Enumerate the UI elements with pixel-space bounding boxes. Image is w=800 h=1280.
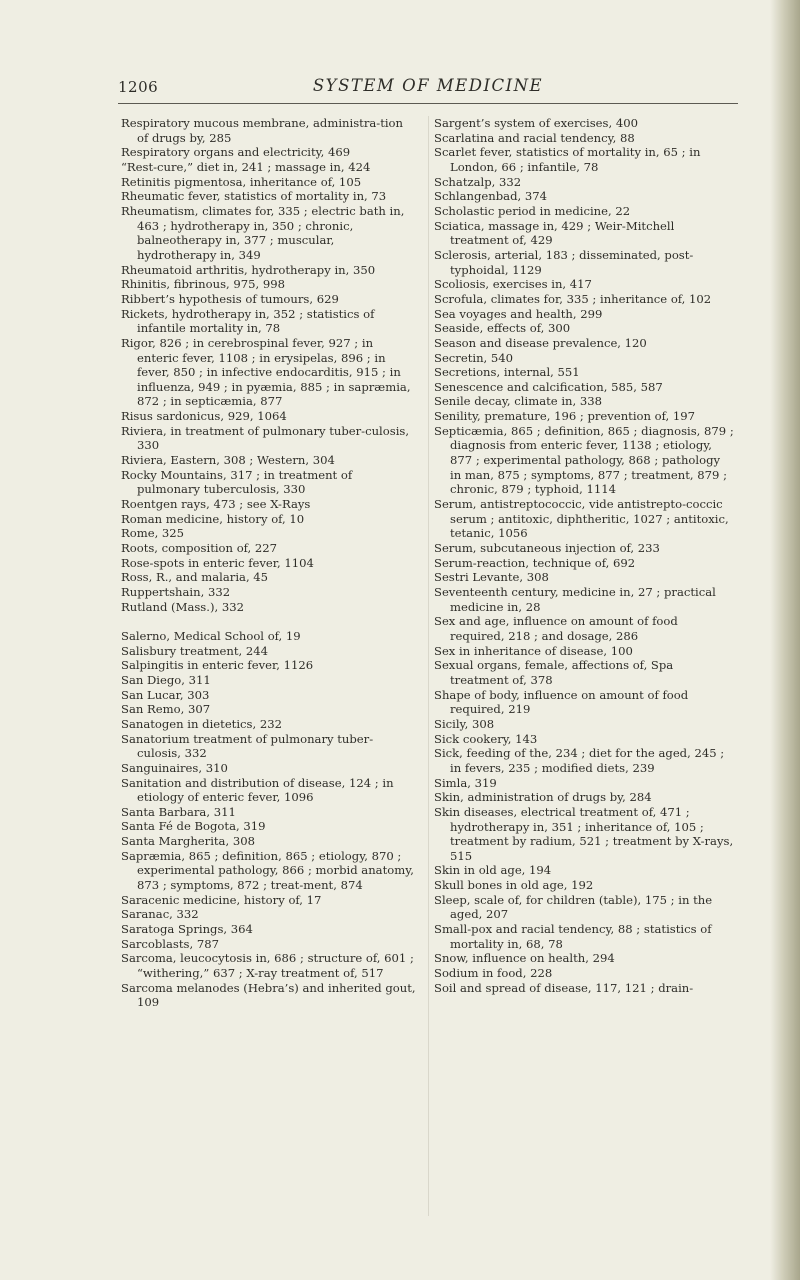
- index-entry: Scrofula, climates for, 335 ; inheritance of, 102: [434, 291, 712, 306]
- column-divider: [428, 116, 429, 1216]
- index-entry: Riviera, Eastern, 308 ; Western, 304: [121, 453, 335, 468]
- index-entry: Rhinitis, fibrinous, 975, 998: [121, 277, 286, 292]
- index-entry: Sanatorium treatment of pulmonary tuber-culosis, 332: [121, 731, 374, 761]
- index-entry: Season and disease prevalence, 120: [434, 335, 647, 350]
- index-entry: Ross, R., and malaria, 45: [121, 570, 269, 585]
- index-entry: Rutland (Mass.), 332: [121, 599, 244, 614]
- index-entry: Sciatica, massage in, 429 ; Weir-Mitchell treatment of, 429: [434, 218, 675, 248]
- index-entry: Skin diseases, electrical treatment of, 471 ; hydrotherapy in, 351 ; inheritance of, 105 ; treatment by radium, 521 ; treatment by X-rays, 515: [434, 804, 734, 863]
- index-entry: Salisbury treatment, 244: [121, 643, 268, 658]
- index-entry: Rome, 325: [121, 526, 185, 541]
- index-entry: Riviera, in treatment of pulmonary tuber-culosis, 330: [121, 423, 410, 453]
- index-entry: Senile decay, climate in, 338: [434, 394, 602, 409]
- index-entry: Sarcoma, leucocytosis in, 686 ; structure of, 601 ; “withering,” 637 ; X-ray treatment of, 517: [121, 951, 414, 981]
- left-column: [121, 116, 417, 1010]
- index-entry: Seaside, effects of, 300: [434, 321, 571, 336]
- index-entry: Scoliosis, exercises in, 417: [434, 277, 592, 292]
- index-entry: Sclerosis, arterial, 183 ; disseminated, post-typhoidal, 1129: [434, 247, 694, 277]
- index-entry: Seventeenth century, medicine in, 27 ; practical medicine in, 28: [434, 585, 716, 614]
- index-entry: Shape of body, influence on amount of food required, 219: [434, 687, 689, 717]
- index-entry: Senility, premature, 196 ; prevention of, 197: [434, 409, 696, 424]
- index-entry: Rickets, hydrotherapy in, 352 ; statistics of infantile mortality in, 78: [121, 306, 375, 336]
- index-entry: Secretions, internal, 551: [434, 365, 580, 380]
- index-group-s-continued: [434, 116, 734, 995]
- index-group-s: [121, 629, 417, 1010]
- page-number: 1206: [118, 78, 159, 96]
- header-rule: [118, 103, 738, 104]
- index-entry: Ruppertshain, 332: [121, 585, 231, 599]
- index-entry: Rose-spots in enteric fever, 1104: [121, 555, 314, 570]
- index-entry: Skin, administration of drugs by, 284: [434, 790, 652, 805]
- index-entry: Scarlatina and racial tendency, 88: [434, 130, 635, 145]
- index-entry: Serum, antistreptococcic, vide antistrepto-coccic serum ; antitoxic, diphtheritic, 1027 ; antitoxic, tetanic, 1056: [434, 497, 729, 541]
- index-entry: Ribbert’s hypothesis of tumours, 629: [121, 291, 339, 306]
- index-entry: Sanatogen in dietetics, 232: [121, 716, 282, 731]
- index-entry: Sanguinaires, 310: [121, 760, 228, 775]
- index-entry: Sea voyages and health, 299: [434, 306, 603, 321]
- index-entry: Saratoga Springs, 364: [121, 922, 253, 937]
- index-entry: Sick cookery, 143: [434, 731, 538, 746]
- index-entry: Sargent’s system of exercises, 400: [434, 116, 638, 130]
- index-entry: Roots, composition of, 227: [121, 541, 278, 556]
- index-entry: Salerno, Medical School of, 19: [121, 628, 301, 643]
- index-entry: Rheumatoid arthritis, hydrotherapy in, 350: [121, 262, 376, 277]
- index-entry: Skull bones in old age, 192: [434, 878, 594, 893]
- index-entry: Scholastic period in medicine, 22: [434, 203, 631, 218]
- index-entry: Risus sardonicus, 929, 1064: [121, 409, 287, 424]
- group-gap: [121, 614, 417, 629]
- index-entry: Sex and age, influence on amount of food required, 218 ; and dosage, 286: [434, 614, 678, 643]
- running-title: SYSTEM OF MEDICINE: [312, 76, 544, 95]
- index-entry: Saracenic medicine, history of, 17: [121, 892, 322, 907]
- index-entry: Septicæmia, 865 ; definition, 865 ; diagnosis, 879 ; diagnosis from enteric fever, 1138 ; etiology, 877 ; experimental pathology, 868 ; pathology in man, 875 ; symptoms, 877 ; treatment, 879 ; chronic, 879 ; typhoid, 1114: [434, 423, 734, 497]
- index-entry: Serum, subcutaneous injection of, 233: [434, 541, 660, 556]
- index-entry: Soil and spread of disease, 117, 121 ; drain-: [434, 980, 694, 995]
- index-entry: Respiratory mucous membrane, administra-tion of drugs by, 285: [121, 116, 404, 145]
- index-entry: Saranac, 332: [121, 907, 199, 922]
- index-entry: Sexual organs, female, affections of, Spa treatment of, 378: [434, 658, 674, 687]
- index-entry: San Diego, 311: [121, 672, 211, 687]
- index-entry: Sanitation and distribution of disease, 124 ; in etiology of enteric fever, 1096: [121, 775, 394, 805]
- index-entry: Respiratory organs and electricity, 469: [121, 145, 351, 160]
- index-entry: Salpingitis in enteric fever, 1126: [121, 658, 314, 673]
- index-entry: Schlangenbad, 374: [434, 189, 547, 204]
- index-entry: Santa Fé de Bogota, 319: [121, 819, 266, 834]
- index-entry: Rheumatic fever, statistics of mortality in, 73: [121, 189, 387, 204]
- index-entry: Schatzalp, 332: [434, 174, 522, 189]
- index-entry: Sick, feeding of the, 234 ; diet for the aged, 245 ; in fevers, 235 ; modified diets, 239: [434, 746, 725, 775]
- index-entry: Santa Margherita, 308: [121, 834, 255, 849]
- index-entry: Sarcoma melanodes (Hebra’s) and inherited gout, 109: [121, 980, 416, 1010]
- index-entry: Skin in old age, 194: [434, 863, 552, 878]
- page-edge-shadow: [770, 0, 800, 1280]
- index-entry: Rigor, 826 ; in cerebrospinal fever, 927 ; in enteric fever, 1108 ; in erysipelas, 896 ; in fever, 850 ; in infective endocarditis, 915 ; in influenza, 949 ; in pyæmia, 885 ; in sapræmia, 872 ; in septicæmia, 877: [121, 335, 411, 409]
- index-entry: Small-pox and racial tendency, 88 ; statistics of mortality in, 68, 78: [434, 922, 712, 951]
- index-entry: Roentgen rays, 473 ; see X-Rays: [121, 497, 311, 512]
- index-entry: Santa Barbara, 311: [121, 804, 236, 819]
- index-entry: Sapræmia, 865 ; definition, 865 ; etiology, 870 ; experimental pathology, 866 ; morbid anatomy, 873 ; symptoms, 872 ; treat-ment, 874: [121, 848, 414, 893]
- index-entry: San Remo, 307: [121, 702, 211, 717]
- index-entry: Sodium in food, 228: [434, 966, 553, 981]
- index-entry: Senescence and calcification, 585, 587: [434, 379, 663, 394]
- index-entry: Sicily, 308: [434, 716, 495, 731]
- index-entry: Rheumatism, climates for, 335 ; electric bath in, 463 ; hydrotherapy in, 350 ; chronic, balneotherapy in, 377 ; muscular, hydrotherapy in, 349: [121, 203, 405, 262]
- index-entry: Sleep, scale of, for children (table), 175 ; in the aged, 207: [434, 892, 713, 922]
- index-entry: Retinitis pigmentosa, inheritance of, 105: [121, 174, 362, 189]
- index-group-r: [121, 116, 417, 614]
- index-entry: “Rest-cure,” diet in, 241 ; massage in, 424: [121, 159, 371, 174]
- index-entry: Simla, 319: [434, 775, 497, 790]
- index-entry: Scarlet fever, statistics of mortality in, 65 ; in London, 66 ; infantile, 78: [434, 145, 701, 174]
- index-entry: Sestri Levante, 308: [434, 570, 549, 585]
- right-column: [434, 116, 734, 995]
- index-entry: Serum-reaction, technique of, 692: [434, 555, 636, 570]
- index-entry: Roman medicine, history of, 10: [121, 511, 305, 526]
- index-entry: San Lucar, 303: [121, 687, 210, 702]
- index-entry: Sarcoblasts, 787: [121, 936, 219, 951]
- index-entry: Sex in inheritance of disease, 100: [434, 643, 633, 658]
- index-entry: Rocky Mountains, 317 ; in treatment of pulmonary tuberculosis, 330: [121, 467, 353, 497]
- index-entry: Snow, influence on health, 294: [434, 951, 615, 966]
- index-entry: Secretin, 540: [434, 350, 514, 365]
